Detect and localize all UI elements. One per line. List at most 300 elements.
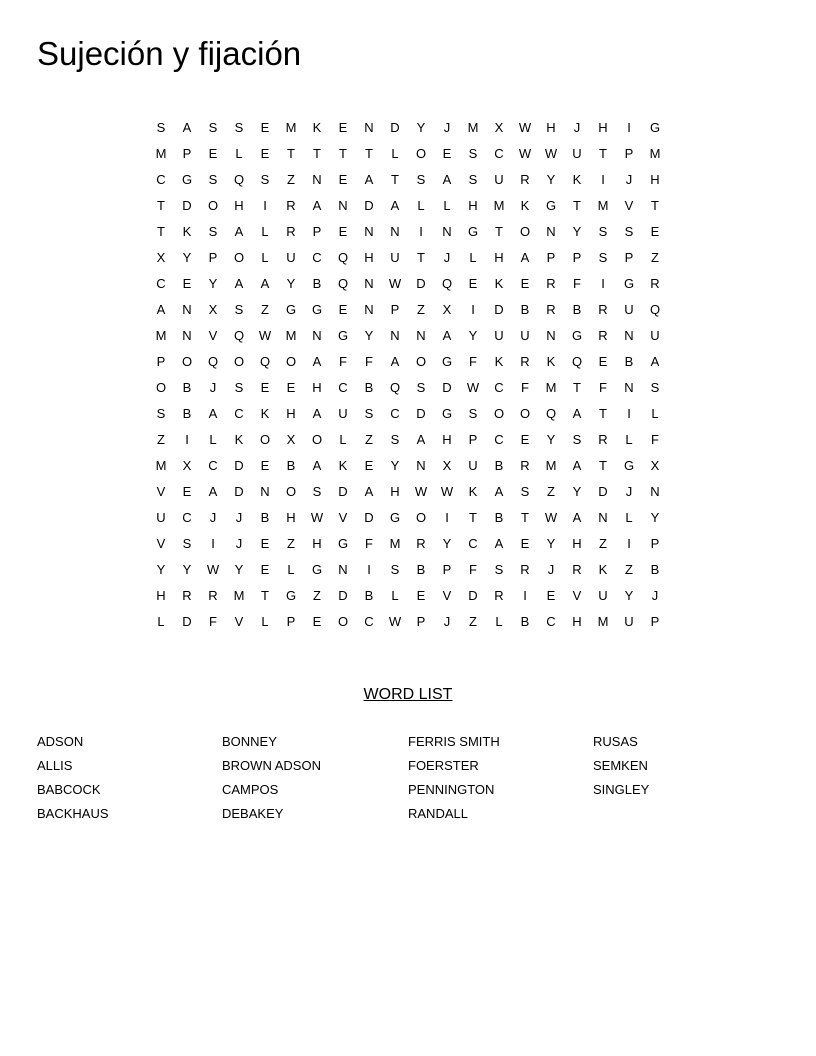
grid-letter: O <box>415 354 427 369</box>
grid-letter: M <box>233 588 245 603</box>
grid-letter: E <box>338 302 348 317</box>
grid-letter: C <box>546 614 556 629</box>
grid-letter: E <box>520 536 530 551</box>
word-list-item: BABCOCK <box>37 782 101 797</box>
grid-letter: Y <box>182 562 192 577</box>
grid-letter: B <box>364 588 374 603</box>
grid-row <box>148 297 668 323</box>
grid-letter: W <box>466 380 480 395</box>
grid-letter: J <box>235 536 243 551</box>
grid-letter: E <box>182 484 192 499</box>
grid-letter: B <box>364 380 374 395</box>
grid-letter: K <box>338 458 348 473</box>
grid-letter: R <box>208 588 218 603</box>
grid-letter: U <box>156 510 166 525</box>
grid-letter: W <box>518 146 532 161</box>
grid-letter: Y <box>156 562 166 577</box>
grid-letter: H <box>546 120 556 135</box>
word-list-column <box>37 730 109 826</box>
grid-letter: U <box>624 614 634 629</box>
grid-row <box>148 453 668 479</box>
grid-letter: U <box>520 328 530 343</box>
grid-letter: G <box>623 276 635 291</box>
grid-letter: A <box>650 354 660 369</box>
word-list-item: SEMKEN <box>593 758 648 773</box>
grid-letter: H <box>650 172 660 187</box>
grid-letter: G <box>337 328 349 343</box>
grid-letter: Y <box>182 250 192 265</box>
grid-letter: Y <box>208 276 218 291</box>
grid-letter: T <box>599 458 607 473</box>
grid-letter: L <box>261 224 269 239</box>
grid-letter: I <box>445 510 449 525</box>
grid-letter: P <box>546 250 556 265</box>
grid-letter: K <box>234 432 244 447</box>
grid-letter: Y <box>364 328 374 343</box>
grid-letter: J <box>573 120 581 135</box>
grid-letter: E <box>260 380 270 395</box>
grid-letter: E <box>416 588 426 603</box>
grid-letter: F <box>339 354 347 369</box>
grid-letter: Q <box>233 328 245 343</box>
grid-letter: I <box>601 276 605 291</box>
grid-row <box>148 323 668 349</box>
word-list-column <box>408 730 500 826</box>
grid-letter: S <box>520 484 530 499</box>
grid-letter: Z <box>313 588 321 603</box>
grid-row <box>148 115 668 141</box>
grid-letter: C <box>234 406 244 421</box>
grid-letter: Z <box>261 302 269 317</box>
grid-letter: B <box>182 380 192 395</box>
grid-letter: R <box>520 562 530 577</box>
grid-letter: L <box>391 588 399 603</box>
grid-letter: O <box>259 432 271 447</box>
grid-letter: Z <box>365 432 373 447</box>
grid-row <box>148 141 668 167</box>
grid-letter: B <box>182 406 192 421</box>
grid-letter: N <box>416 458 426 473</box>
grid-letter: N <box>182 302 192 317</box>
grid-letter: U <box>650 328 660 343</box>
grid-row <box>148 349 668 375</box>
grid-letter: Y <box>416 120 426 135</box>
grid-letter: S <box>182 536 192 551</box>
grid-letter: G <box>285 588 297 603</box>
grid-letter: E <box>260 146 270 161</box>
grid-letter: S <box>208 224 218 239</box>
grid-letter: R <box>494 588 504 603</box>
grid-letter: N <box>442 224 452 239</box>
word-list-heading-text: WORD LIST <box>363 686 453 703</box>
grid-letter: T <box>521 510 529 525</box>
grid-letter: X <box>182 458 192 473</box>
letter-grid <box>148 115 668 635</box>
grid-letter: P <box>390 302 400 317</box>
grid-letter: Q <box>337 250 349 265</box>
grid-letter: L <box>625 432 633 447</box>
grid-letter: K <box>520 198 530 213</box>
grid-letter: T <box>365 146 373 161</box>
grid-letter: G <box>441 406 453 421</box>
grid-letter: H <box>312 380 322 395</box>
grid-letter: H <box>572 614 582 629</box>
grid-letter: T <box>287 146 295 161</box>
grid-letter: Z <box>651 250 659 265</box>
grid-letter: N <box>416 328 426 343</box>
grid-letter: S <box>468 146 478 161</box>
grid-letter: C <box>312 250 322 265</box>
grid-letter: B <box>624 354 634 369</box>
grid-letter: I <box>627 120 631 135</box>
grid-letter: E <box>260 562 270 577</box>
grid-letter: N <box>546 328 556 343</box>
grid-letter: Y <box>286 276 296 291</box>
grid-letter: O <box>207 198 219 213</box>
grid-letter: S <box>260 172 270 187</box>
grid-letter: Z <box>287 172 295 187</box>
grid-letter: E <box>208 146 218 161</box>
grid-letter: K <box>260 406 270 421</box>
word-list-item: DEBAKEY <box>222 806 284 821</box>
grid-letter: V <box>572 588 582 603</box>
grid-letter: T <box>469 510 477 525</box>
grid-letter: O <box>519 406 531 421</box>
grid-letter: M <box>545 380 557 395</box>
grid-letter: A <box>572 458 582 473</box>
grid-letter: C <box>468 536 478 551</box>
word-list-item: BACKHAUS <box>37 806 109 821</box>
grid-letter: S <box>208 172 218 187</box>
grid-letter: J <box>625 172 633 187</box>
grid-letter: N <box>364 120 374 135</box>
grid-letter: Y <box>546 432 556 447</box>
grid-letter: D <box>364 198 374 213</box>
grid-letter: P <box>286 614 296 629</box>
grid-letter: P <box>572 250 582 265</box>
grid-letter: T <box>495 224 503 239</box>
grid-letter: Q <box>259 354 271 369</box>
word-list-item: CAMPOS <box>222 782 279 797</box>
grid-letter: R <box>520 458 530 473</box>
grid-letter: J <box>443 250 451 265</box>
grid-letter: B <box>494 458 504 473</box>
grid-row <box>148 271 668 297</box>
grid-letter: Q <box>545 406 557 421</box>
grid-letter: O <box>415 146 427 161</box>
grid-row <box>148 583 668 609</box>
grid-letter: S <box>312 484 322 499</box>
grid-letter: U <box>494 328 504 343</box>
grid-letter: V <box>208 328 218 343</box>
grid-letter: E <box>260 120 270 135</box>
grid-letter: H <box>286 510 296 525</box>
grid-letter: N <box>390 224 400 239</box>
grid-letter: T <box>261 588 269 603</box>
grid-letter: P <box>312 224 322 239</box>
grid-letter: D <box>364 510 374 525</box>
grid-letter: A <box>442 328 452 343</box>
grid-letter: Z <box>469 614 477 629</box>
grid-letter: S <box>390 432 400 447</box>
word-list-item: RUSAS <box>593 734 638 749</box>
grid-letter: F <box>521 380 529 395</box>
grid-letter: N <box>624 380 634 395</box>
word-list-heading <box>0 684 816 706</box>
grid-letter: F <box>365 354 373 369</box>
grid-letter: H <box>442 432 452 447</box>
word-list-item: RANDALL <box>408 806 468 821</box>
grid-letter: U <box>494 172 504 187</box>
grid-letter: M <box>155 458 167 473</box>
grid-letter: S <box>156 120 166 135</box>
grid-letter: R <box>416 536 426 551</box>
grid-letter: D <box>416 406 426 421</box>
grid-letter: G <box>285 302 297 317</box>
word-list-item: FOERSTER <box>408 758 479 773</box>
grid-row <box>148 193 668 219</box>
grid-letter: G <box>337 536 349 551</box>
grid-letter: Q <box>389 380 401 395</box>
grid-letter: V <box>156 484 166 499</box>
grid-letter: B <box>260 510 270 525</box>
grid-letter: H <box>234 198 244 213</box>
grid-letter: U <box>338 406 348 421</box>
word-list-item: ADSON <box>37 734 84 749</box>
grid-letter: B <box>312 276 322 291</box>
grid-letter: H <box>286 406 296 421</box>
grid-letter: C <box>390 406 400 421</box>
grid-letter: D <box>442 380 452 395</box>
grid-letter: R <box>650 276 660 291</box>
grid-letter: A <box>312 198 322 213</box>
grid-letter: T <box>339 146 347 161</box>
grid-letter: P <box>208 250 218 265</box>
grid-letter: N <box>364 302 374 317</box>
grid-letter: L <box>261 250 269 265</box>
grid-letter: N <box>364 276 374 291</box>
grid-letter: K <box>572 172 582 187</box>
grid-letter: X <box>442 458 452 473</box>
grid-letter: L <box>391 146 399 161</box>
grid-letter: Q <box>337 276 349 291</box>
word-list-item: FERRIS SMITH <box>408 734 500 749</box>
grid-letter: Y <box>390 458 400 473</box>
grid-letter: I <box>211 536 215 551</box>
grid-letter: R <box>546 276 556 291</box>
grid-letter: F <box>651 432 659 447</box>
grid-letter: N <box>338 198 348 213</box>
grid-letter: D <box>390 120 400 135</box>
grid-letter: E <box>468 276 478 291</box>
grid-letter: C <box>364 614 374 629</box>
grid-row <box>148 245 668 271</box>
grid-letter: F <box>469 562 477 577</box>
word-list-item: BONNEY <box>222 734 277 749</box>
grid-letter: M <box>597 198 609 213</box>
grid-letter: C <box>182 510 192 525</box>
grid-letter: T <box>651 198 659 213</box>
grid-letter: E <box>338 224 348 239</box>
grid-letter: U <box>598 588 608 603</box>
grid-letter: R <box>520 172 530 187</box>
grid-letter: D <box>416 276 426 291</box>
grid-letter: E <box>442 146 452 161</box>
grid-letter: T <box>573 198 581 213</box>
grid-letter: W <box>544 510 558 525</box>
grid-letter: R <box>286 224 296 239</box>
grid-letter: H <box>364 250 374 265</box>
grid-letter: C <box>156 172 166 187</box>
grid-letter: N <box>312 328 322 343</box>
grid-letter: A <box>312 406 322 421</box>
grid-letter: S <box>468 172 478 187</box>
grid-letter: M <box>597 614 609 629</box>
grid-letter: D <box>468 588 478 603</box>
grid-letter: K <box>546 354 556 369</box>
grid-letter: W <box>206 562 220 577</box>
grid-letter: B <box>286 458 296 473</box>
grid-letter: W <box>440 484 454 499</box>
grid-letter: C <box>494 146 504 161</box>
grid-letter: M <box>155 328 167 343</box>
grid-letter: N <box>338 562 348 577</box>
grid-letter: I <box>627 406 631 421</box>
grid-letter: P <box>650 614 660 629</box>
grid-letter: D <box>598 484 608 499</box>
grid-letter: Y <box>468 328 478 343</box>
grid-letter: H <box>572 536 582 551</box>
grid-letter: S <box>234 120 244 135</box>
grid-letter: W <box>414 484 428 499</box>
grid-letter: W <box>310 510 324 525</box>
grid-letter: L <box>417 198 425 213</box>
grid-letter: X <box>286 432 296 447</box>
grid-letter: Q <box>649 302 661 317</box>
grid-letter: O <box>311 432 323 447</box>
grid-letter: K <box>494 276 504 291</box>
grid-letter: D <box>234 458 244 473</box>
grid-letter: A <box>572 510 582 525</box>
grid-letter: P <box>624 146 634 161</box>
grid-row <box>148 505 668 531</box>
grid-letter: R <box>572 562 582 577</box>
grid-letter: Z <box>625 562 633 577</box>
grid-letter: T <box>157 224 165 239</box>
grid-letter: N <box>650 484 660 499</box>
grid-letter: S <box>390 562 400 577</box>
grid-letter: S <box>208 120 218 135</box>
grid-letter: Q <box>571 354 583 369</box>
grid-letter: J <box>443 614 451 629</box>
grid-letter: O <box>233 250 245 265</box>
grid-letter: V <box>234 614 244 629</box>
grid-letter: E <box>286 380 296 395</box>
grid-letter: O <box>233 354 245 369</box>
grid-letter: M <box>389 536 401 551</box>
grid-letter: A <box>312 354 322 369</box>
grid-letter: A <box>312 458 322 473</box>
grid-letter: C <box>494 380 504 395</box>
grid-letter: G <box>311 302 323 317</box>
grid-letter: L <box>235 146 243 161</box>
grid-letter: P <box>442 562 452 577</box>
grid-letter: L <box>625 510 633 525</box>
grid-letter: Y <box>624 588 634 603</box>
grid-letter: S <box>650 380 660 395</box>
grid-letter: B <box>494 510 504 525</box>
grid-letter: N <box>182 328 192 343</box>
grid-letter: P <box>182 146 192 161</box>
grid-letter: T <box>599 406 607 421</box>
grid-letter: F <box>365 536 373 551</box>
grid-letter: F <box>209 614 217 629</box>
grid-letter: D <box>182 614 192 629</box>
word-list-item: BROWN ADSON <box>222 758 321 773</box>
grid-letter: H <box>598 120 608 135</box>
grid-letter: T <box>313 146 321 161</box>
grid-letter: E <box>520 432 530 447</box>
grid-row <box>148 167 668 193</box>
grid-letter: X <box>650 458 660 473</box>
grid-letter: E <box>650 224 660 239</box>
grid-letter: L <box>287 562 295 577</box>
grid-letter: W <box>388 614 402 629</box>
grid-letter: E <box>338 120 348 135</box>
grid-letter: C <box>156 276 166 291</box>
grid-letter: F <box>599 380 607 395</box>
grid-letter: L <box>209 432 217 447</box>
grid-letter: D <box>338 588 348 603</box>
grid-letter: S <box>598 224 608 239</box>
grid-letter: Q <box>233 172 245 187</box>
grid-letter: G <box>571 328 583 343</box>
grid-letter: S <box>624 224 634 239</box>
grid-letter: T <box>391 172 399 187</box>
grid-letter: N <box>364 224 374 239</box>
grid-letter: T <box>573 380 581 395</box>
grid-letter: L <box>495 614 503 629</box>
grid-letter: O <box>337 614 349 629</box>
grid-letter: Y <box>234 562 244 577</box>
grid-letter: S <box>416 172 426 187</box>
grid-letter: U <box>624 302 634 317</box>
grid-letter: Y <box>650 510 660 525</box>
grid-letter: O <box>285 484 297 499</box>
grid-letter: S <box>234 302 244 317</box>
grid-letter: X <box>494 120 504 135</box>
grid-letter: E <box>364 458 374 473</box>
grid-letter: X <box>208 302 218 317</box>
grid-letter: I <box>523 588 527 603</box>
grid-letter: L <box>469 250 477 265</box>
grid-letter: G <box>441 354 453 369</box>
grid-letter: A <box>442 172 452 187</box>
grid-letter: J <box>443 120 451 135</box>
grid-letter: U <box>286 250 296 265</box>
grid-letter: A <box>390 198 400 213</box>
grid-letter: K <box>182 224 192 239</box>
grid-letter: X <box>442 302 452 317</box>
grid-letter: M <box>155 146 167 161</box>
grid-letter: A <box>234 224 244 239</box>
grid-letter: U <box>390 250 400 265</box>
grid-letter: B <box>520 302 530 317</box>
grid-row <box>148 609 668 635</box>
grid-letter: N <box>390 328 400 343</box>
grid-letter: S <box>234 380 244 395</box>
grid-letter: Z <box>599 536 607 551</box>
